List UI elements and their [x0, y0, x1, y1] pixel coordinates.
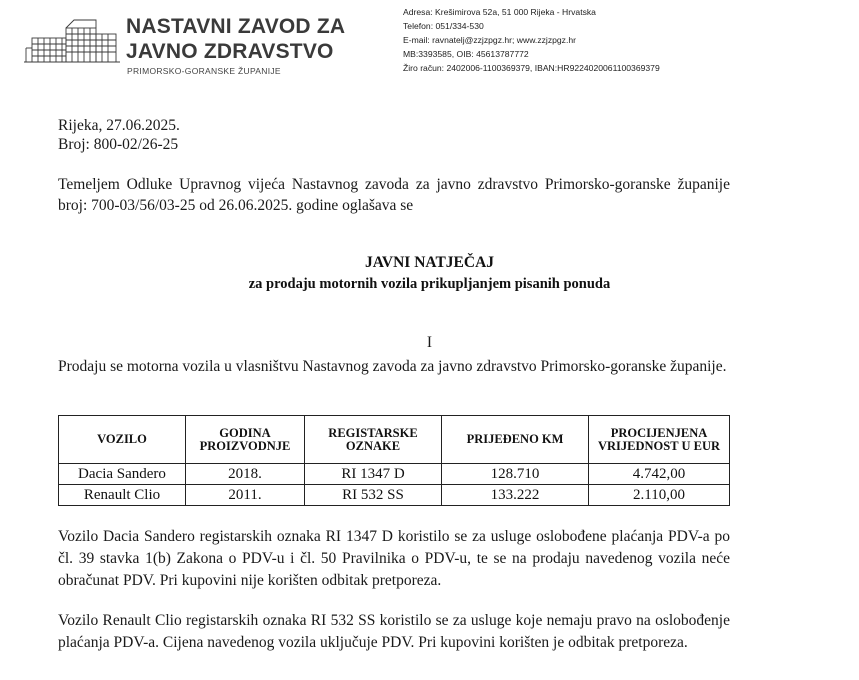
- document-meta: [58, 116, 180, 154]
- section-number: I: [426, 334, 433, 351]
- cell-vehicle: Renault Clio: [59, 485, 186, 506]
- contact-info: [403, 5, 660, 75]
- contact-phone: Telefon: 051/334-530: [403, 21, 484, 31]
- header-vehicle: VOZILO: [59, 416, 186, 464]
- header-value: PROCIJENJENA VRIJEDNOST U EUR: [589, 416, 730, 464]
- contact-email: E-mail: ravnatelj@zzjzpgz.hr; www.zzjzpgz.hr: [403, 35, 577, 45]
- building-logo-icon: [22, 18, 122, 68]
- contact-address: Adresa: Krešimirova 52a, 51 000 Rijeka - Hrvatska: [403, 7, 596, 17]
- section-text: Prodaju se motorna vozila u vlasništvu Nastavnog zavoda za javno zdravstvo Primorsko-goranske županije.: [58, 358, 727, 375]
- cell-vehicle: Dacia Sandero: [59, 464, 186, 485]
- organization-subtitle: PRIMORSKO-GORANSKE ŽUPANIJE: [127, 66, 281, 76]
- table-header-row: [59, 416, 730, 464]
- contact-ids: MB:3393585, OIB: 45613787772: [403, 49, 529, 59]
- document-subtitle: za prodaju motornih vozila prikupljanjem pisanih ponuda: [248, 276, 611, 292]
- cell-year: 2018.: [186, 464, 305, 485]
- cell-year: 2011.: [186, 485, 305, 506]
- cell-mileage: 128.710: [442, 464, 589, 485]
- cell-registration: RI 532 SS: [305, 485, 442, 506]
- table-row: [59, 485, 730, 506]
- cell-registration: RI 1347 D: [305, 464, 442, 485]
- place-date: Rijeka, 27.06.2025.: [58, 117, 180, 134]
- document-title: JAVNI NATJEČAJ: [364, 254, 495, 271]
- header-registration: REGISTARSKE OZNAKE: [305, 416, 442, 464]
- paragraph-renault: Vozilo Renault Clio registarskih oznaka RI 532 SS koristilo se za usluge koje nemaju pravo na oslobođenje plaćanja PDV-a. Cijena navedenog vozila uključuje PDV. Pri kupovini korišten je odbitak pretporeza.: [58, 612, 730, 651]
- table-row: [59, 464, 730, 485]
- cell-mileage: 133.222: [442, 485, 589, 506]
- intro-paragraph: Temeljem Odluke Upravnog vijeća Nastavnog zavoda za javno zdravstvo Primorsko-goranske županije broj: 700-03/56/03-25 od 26.06.2025. godine oglašava se: [58, 176, 730, 214]
- cell-value: 2.110,00: [589, 485, 730, 506]
- organization-name: NASTAVNI ZAVOD ZA JAVNO ZDRAVSTVO: [126, 15, 346, 63]
- paragraph-dacia: Vozilo Dacia Sandero registarskih oznaka RI 1347 D koristilo se za usluge oslobođene plaćanja PDV-a po čl. 39 stavka 1(b) Zakona o PDV-u i čl. 50 Pravilnika o PDV-u, te se na prodaju navedenog vozila neće obračunat PDV. Pri kupovini nije korišten odbitak pretporeza.: [58, 528, 730, 589]
- header-mileage: PRIJEĐENO KM: [442, 416, 589, 464]
- contact-bank: Žiro račun: 2402006-1100369379, IBAN:HR9224020061100369379: [403, 63, 660, 73]
- header-year: GODINA PROIZVODNJE: [186, 416, 305, 464]
- vehicles-table: [58, 415, 730, 506]
- document-number: Broj: 800-02/26-25: [58, 136, 179, 153]
- cell-value: 4.742,00: [589, 464, 730, 485]
